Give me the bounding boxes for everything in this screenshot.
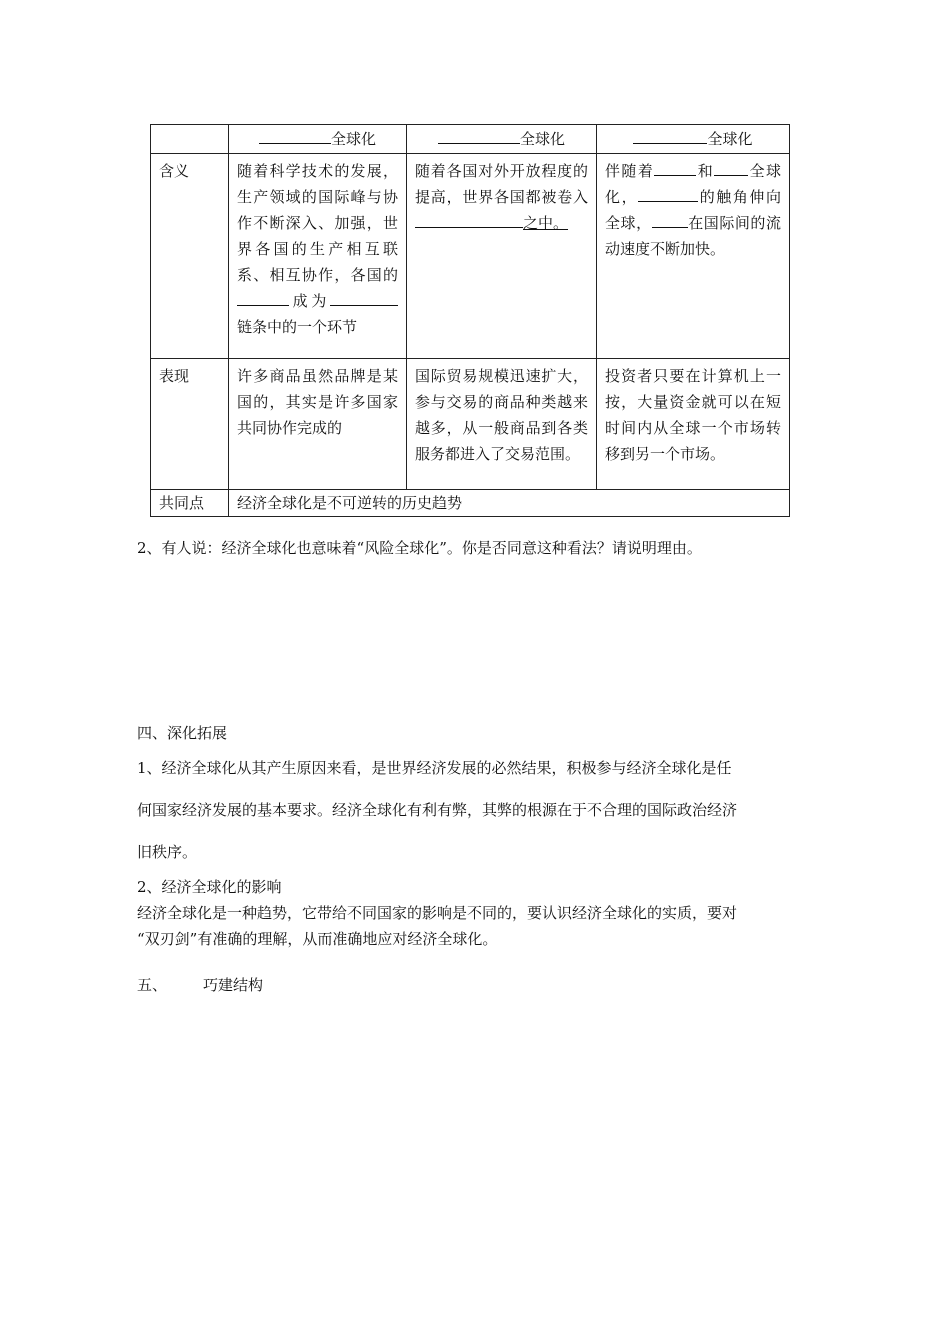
- cell-meaning-finance: 伴随着 和 全球化， 的触角伸向全球， 在国际间的流动速度不断加快。: [597, 154, 790, 359]
- fill-blank: [259, 127, 331, 144]
- row-label-performance: 表现: [151, 359, 229, 490]
- comparison-table: [150, 124, 790, 517]
- question-2: 2、有人说：经济全球化也意味着“风险全球化”。你是否同意这种看法？请说明理由。: [137, 539, 702, 557]
- section-4-p2-title: 2、经济全球化的影响: [137, 878, 282, 896]
- fill-blank: [652, 211, 688, 228]
- section-4-p1-line1: 1、经济全球化从其产生原因来看，是世界经济发展的必然结果，积极参与经济全球化是任: [137, 759, 732, 777]
- cell-meaning-production: 随着科学技术的发展，生产领域的国际峰与协作不断深入、加强，世界各国的生产相互联系、相互协作，各国的成为链条中的一个环节: [229, 154, 407, 359]
- cell-performance-production: 许多商品虽然品牌是某国的，其实是许多国家共同协作完成的: [229, 359, 407, 490]
- section-4-title: 四、深化拓展: [137, 724, 228, 742]
- row-label-common: 共同点: [151, 490, 229, 517]
- cell-performance-finance: 投资者只要在计算机上一按，大量资金就可以在短时间内从全球一个市场转移到另一个市场。: [597, 359, 790, 490]
- section-4-p1-line3: 旧秩序。: [137, 843, 198, 861]
- header-cell-trade: 全球化: [407, 125, 597, 154]
- fill-blank: [654, 159, 696, 176]
- section-4-p2-line2: “双刃剑”有准确的理解，从而准确地应对经济全球化。: [137, 930, 498, 948]
- cell-meaning-trade: 随着各国对外开放程度的提高，世界各国都被卷入之中。: [407, 154, 597, 359]
- header-cell-finance: 全球化: [597, 125, 790, 154]
- section-4-p1-line2: 何国家经济发展的基本要求。经济全球化有利有弊，其弊的根源在于不合理的国际政治经济: [137, 801, 738, 819]
- fill-blank: [638, 185, 698, 202]
- fill-blank: [415, 211, 523, 228]
- table-row-common: [151, 490, 790, 517]
- row-label-meaning: 含义: [151, 154, 229, 359]
- section-5-number: 五、: [137, 976, 168, 994]
- fill-blank: [330, 289, 398, 306]
- header-empty-cell: [151, 125, 229, 154]
- cell-performance-trade: 国际贸易规模迅速扩大，参与交易的商品种类越来越多，从一般商品到各类服务都进入了交易范围。: [407, 359, 597, 490]
- fill-blank: [438, 127, 520, 144]
- header-cell-production: 全球化: [229, 125, 407, 154]
- table-row-meaning: [151, 154, 790, 359]
- fill-blank: [237, 289, 289, 306]
- section-4-p2-line1: 经济全球化是一种趋势，它带给不同国家的影响是不同的，要认识经济全球化的实质，要对: [137, 904, 738, 922]
- cell-common-text: 经济全球化是不可逆转的历史趋势: [229, 490, 790, 517]
- section-5-title: 巧建结构: [203, 976, 264, 994]
- table-row-performance: [151, 359, 790, 490]
- fill-blank: [633, 127, 707, 144]
- table-header-row: [151, 125, 790, 154]
- fill-blank: [714, 159, 748, 176]
